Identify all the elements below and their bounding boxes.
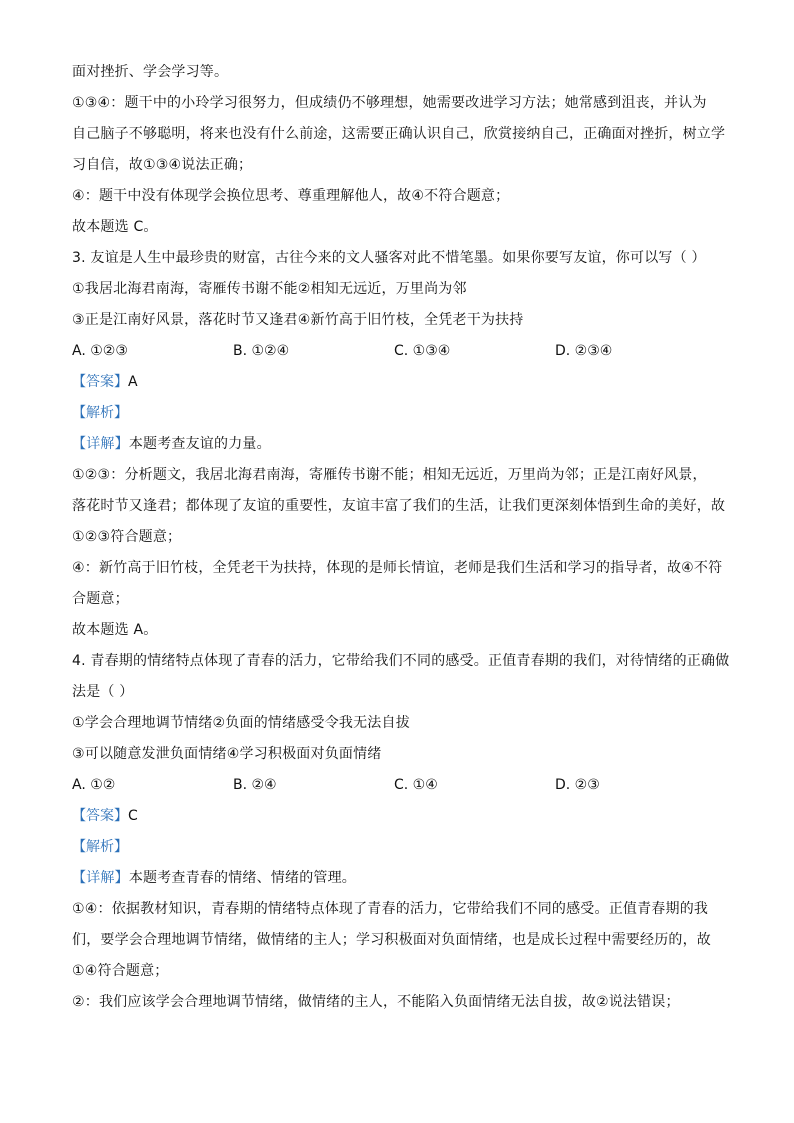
- analysis-label: 【解析】: [72, 839, 128, 855]
- analysis-line: [72, 837, 722, 857]
- explanation-line: 落花时节又逢君；都体现了友谊的重要性，友谊丰富了我们的生活，让我们更深刻体悟到生命的美好，故: [72, 498, 726, 514]
- question-statement: ①学会合理地调节情绪②负面的情绪感受令我无法自拔: [72, 715, 410, 731]
- explanation-line: ①②③符合题意；: [72, 529, 182, 545]
- explanation-line: 合题意；: [72, 591, 129, 607]
- text-line: 面对挫折、学会学习等。: [72, 64, 229, 80]
- question-stem: 法是（ ）: [72, 684, 134, 700]
- explanation-line: ②：我们应该学会合理地调节情绪，做情绪的主人，不能陷入负面情绪无法自拔，故②说法错误；: [72, 994, 680, 1010]
- detail-text: 本题考查友谊的力量。: [128, 436, 271, 452]
- option-b: B. ②④: [233, 777, 277, 793]
- detail-label: 【详解】: [72, 870, 129, 886]
- detail-line: [72, 434, 722, 454]
- answer-value: C: [128, 808, 138, 824]
- document-page: [72, 62, 730, 1023]
- explanation-line: ①④符合题意；: [72, 963, 169, 979]
- text-line: 故本题选 C。: [72, 219, 158, 235]
- explanation-line: ①②③：分析题文，我居北海君南海，寄雁传书谢不能；相知无远近，万里尚为邻；正是江南好风景，: [72, 467, 707, 483]
- answer-line: [72, 372, 722, 392]
- explanation-line: 故本题选 A。: [72, 622, 158, 638]
- explanation-line: ①④：依据教材知识，青春期的情绪特点体现了青春的活力，它带给我们不同的感受。正值青春期的我: [72, 901, 709, 917]
- answer-line: [72, 806, 722, 826]
- answer-label: 【答案】: [72, 808, 128, 824]
- question-stem: 4. 青春期的情绪特点体现了青春的活力，它带给我们不同的感受。正值青春期的我们，对待情绪的正确做: [72, 653, 730, 669]
- analysis-label: 【解析】: [72, 405, 128, 421]
- explanation-line: ④：新竹高于旧竹枝，全凭老干为扶持，体现的是师长情谊，老师是我们生活和学习的指导者，故④不符: [72, 560, 723, 576]
- text-line: ①③④：题干中的小玲学习很努力，但成绩仍不够理想，她需要改进学习方法；她常感到沮丧，并认为: [72, 95, 707, 111]
- question-statement: ③正是江南好风景，落花时节又逢君④新竹高于旧竹枝，全凭老干为扶持: [72, 312, 524, 328]
- explanation-line: 们，要学会合理地调节情绪，做情绪的主人；学习积极面对负面情绪，也是成长过程中需要经历的，故: [72, 932, 711, 948]
- option-a: A. ①②③: [72, 343, 128, 359]
- answer-value: A: [128, 374, 138, 390]
- detail-line: [72, 868, 722, 888]
- option-c: C. ①④: [394, 777, 438, 793]
- option-c: C. ①③④: [394, 343, 451, 359]
- question-statement: ①我居北海君南海，寄雁传书谢不能②相知无远近，万里尚为邻: [72, 281, 467, 297]
- answer-options: [72, 775, 722, 795]
- text-line: 自己脑子不够聪明，将来也没有什么前途，这需要正确认识自己，欣赏接纳自己，正确面对挫折，树立学: [72, 126, 726, 142]
- answer-options: [72, 341, 722, 361]
- answer-label: 【答案】: [72, 374, 128, 390]
- text-line: 习自信，故①③④说法正确；: [72, 157, 253, 173]
- analysis-line: [72, 403, 722, 423]
- option-d: D. ②③: [555, 777, 600, 793]
- option-b: B. ①②④: [233, 343, 290, 359]
- text-line: ④：题干中没有体现学会换位思考、尊重理解他人，故④不符合题意；: [72, 188, 510, 204]
- question-statement: ③可以随意发泄负面情绪④学习积极面对负面情绪: [72, 746, 382, 762]
- option-a: A. ①②: [72, 777, 116, 793]
- question-stem: 3. 友谊是人生中最珍贵的财富，古往今来的文人骚客对此不惜笔墨。如果你要写友谊，你可以写（ ）: [72, 250, 706, 266]
- detail-label: 【详解】: [72, 436, 129, 452]
- detail-text: 本题考查青春的情绪、情绪的管理。: [128, 870, 357, 886]
- option-d: D. ②③④: [555, 343, 613, 359]
